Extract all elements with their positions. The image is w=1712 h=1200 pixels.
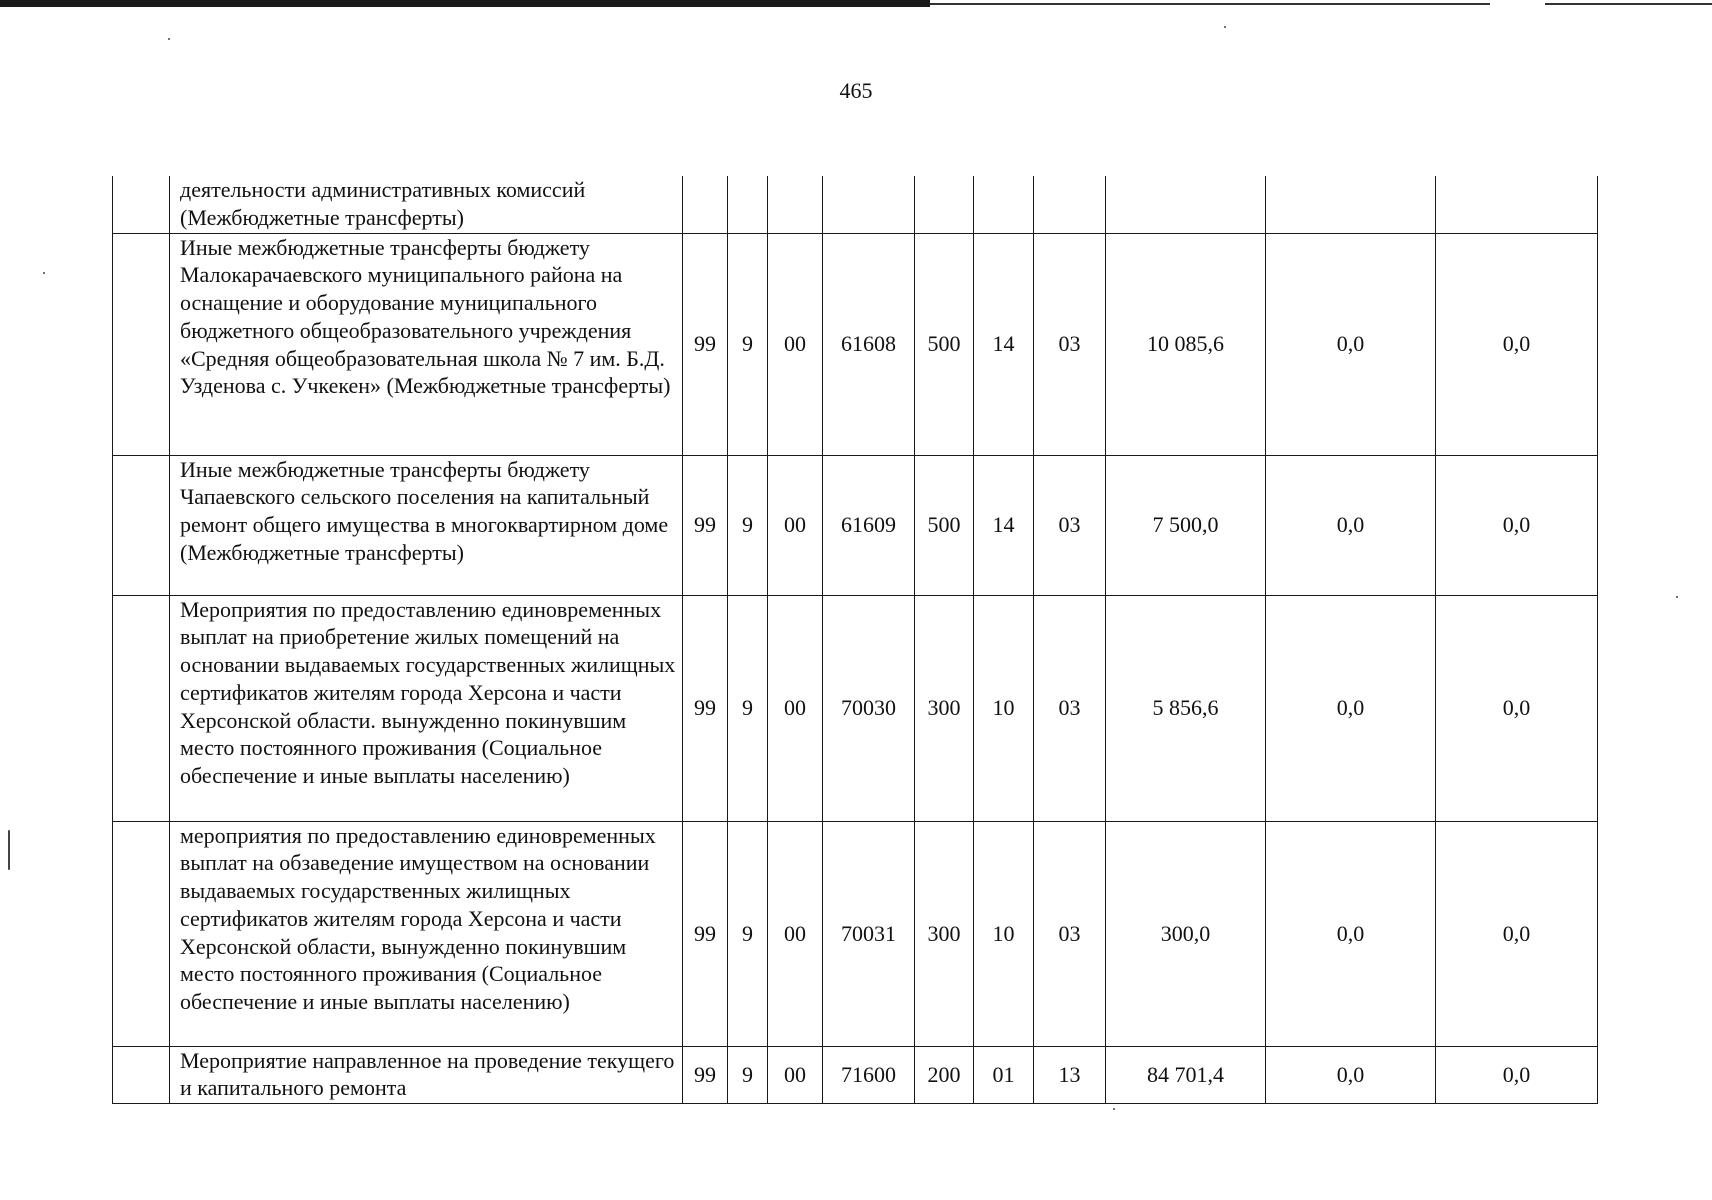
code-cell: 00 (768, 1046, 823, 1103)
table-row (113, 455, 1598, 595)
code-cell: 99 (683, 455, 728, 595)
code-cell: 14 (974, 455, 1034, 595)
amount-cell: 0,0 (1436, 233, 1598, 455)
amount-cell: 0,0 (1436, 1046, 1598, 1103)
code-cell: 10 (974, 595, 1034, 821)
code-cell: 03 (1034, 233, 1106, 455)
code-cell: 99 (683, 821, 728, 1046)
table-row (113, 821, 1598, 1046)
amount-cell: 0,0 (1266, 1046, 1436, 1103)
budget-table (112, 176, 1598, 1104)
code-cell: 61608 (823, 233, 915, 455)
scan-speck (168, 38, 170, 40)
row-index-cell (113, 821, 170, 1046)
code-cell: 200 (915, 1046, 974, 1103)
scan-speck (1224, 26, 1226, 28)
row-index-cell (113, 595, 170, 821)
code-cell: 00 (768, 233, 823, 455)
code-cell: 00 (768, 821, 823, 1046)
code-cell (915, 176, 974, 233)
row-description: деятельности административных комиссий (Межбюджетные трансферты) (170, 176, 683, 233)
scan-edge-mark (8, 830, 10, 870)
code-cell: 03 (1034, 455, 1106, 595)
code-cell: 14 (974, 233, 1034, 455)
code-cell (974, 176, 1034, 233)
row-description: Мероприятие направленное на проведение текущего и капитального ремонта (170, 1046, 683, 1103)
row-description: Иные межбюджетные трансферты бюджету Чапаевского сельского поселения на капитальный ремонт общего имущества в многоквартирном доме (Межбюджетные трансферты) (170, 455, 683, 595)
code-cell: 9 (728, 1046, 768, 1103)
row-index-cell (113, 233, 170, 455)
page-number: 465 (839, 78, 873, 103)
row-index-cell (113, 176, 170, 233)
amount-cell: 0,0 (1436, 821, 1598, 1046)
amount-cell: 0,0 (1436, 455, 1598, 595)
amount-cell: 0,0 (1266, 455, 1436, 595)
code-cell: 01 (974, 1046, 1034, 1103)
scan-speck (1113, 1108, 1115, 1110)
code-cell: 00 (768, 455, 823, 595)
code-cell: 300 (915, 595, 974, 821)
row-description: Иные межбюджетные трансферты бюджету Малокарачаевского муниципального района на оснащение и оборудование муниципального бюджетного общеобразовательного учреждения «Средняя общеобразовательная школа № 7 им. Б.Д. Узденова с. Учкекен» (Межбюджетные трансферты) (170, 233, 683, 455)
code-cell: 00 (768, 595, 823, 821)
table-row (113, 1046, 1598, 1103)
code-cell: 9 (728, 595, 768, 821)
row-description: Мероприятия по предоставлению единовременных выплат на приобретение жилых помещений на основании выдаваемых государственных жилищных сертификатов жителям города Херсона и части Херсонской области. вынужденно покинувшим место постоянного проживания (Социальное обеспечение и иные выплаты населению) (170, 595, 683, 821)
code-cell: 300 (915, 821, 974, 1046)
code-cell: 99 (683, 1046, 728, 1103)
amount-cell: 300,0 (1106, 821, 1266, 1046)
scan-speck (43, 272, 45, 274)
amount-cell: 7 500,0 (1106, 455, 1266, 595)
code-cell (823, 176, 915, 233)
row-description: мероприятия по предоставлению единовременных выплат на обзаведение имуществом на основании выдаваемых государственных жилищных сертификатов жителям города Херсона и части Херсонской области, вынужденно покинувшим место постоянного проживания (Социальное обеспечение и иные выплаты населению) (170, 821, 683, 1046)
code-cell: 03 (1034, 595, 1106, 821)
scan-speck (1676, 596, 1678, 598)
amount-cell: 10 085,6 (1106, 233, 1266, 455)
code-cell: 70030 (823, 595, 915, 821)
code-cell: 10 (974, 821, 1034, 1046)
row-index-cell (113, 455, 170, 595)
code-cell: 500 (915, 233, 974, 455)
scan-top-rule-thin-right (1545, 3, 1712, 5)
code-cell (728, 176, 768, 233)
code-cell (1034, 176, 1106, 233)
scan-top-rule-thin (930, 3, 1490, 5)
amount-cell: 0,0 (1266, 233, 1436, 455)
amount-cell: 0,0 (1436, 595, 1598, 821)
table-row (113, 595, 1598, 821)
amount-cell: 5 856,6 (1106, 595, 1266, 821)
table-row (113, 176, 1598, 233)
code-cell: 9 (728, 821, 768, 1046)
amount-cell: 0,0 (1266, 595, 1436, 821)
code-cell: 70031 (823, 821, 915, 1046)
amount-cell: 0,0 (1266, 821, 1436, 1046)
code-cell: 71600 (823, 1046, 915, 1103)
amount-cell (1106, 176, 1266, 233)
code-cell: 9 (728, 455, 768, 595)
table-row (113, 233, 1598, 455)
amount-cell (1436, 176, 1598, 233)
code-cell: 99 (683, 233, 728, 455)
code-cell (768, 176, 823, 233)
code-cell: 500 (915, 455, 974, 595)
row-index-cell (113, 1046, 170, 1103)
code-cell: 03 (1034, 821, 1106, 1046)
code-cell (683, 176, 728, 233)
amount-cell: 84 701,4 (1106, 1046, 1266, 1103)
code-cell: 9 (728, 233, 768, 455)
code-cell: 61609 (823, 455, 915, 595)
scan-top-rule (0, 0, 930, 7)
code-cell: 99 (683, 595, 728, 821)
amount-cell (1266, 176, 1436, 233)
code-cell: 13 (1034, 1046, 1106, 1103)
